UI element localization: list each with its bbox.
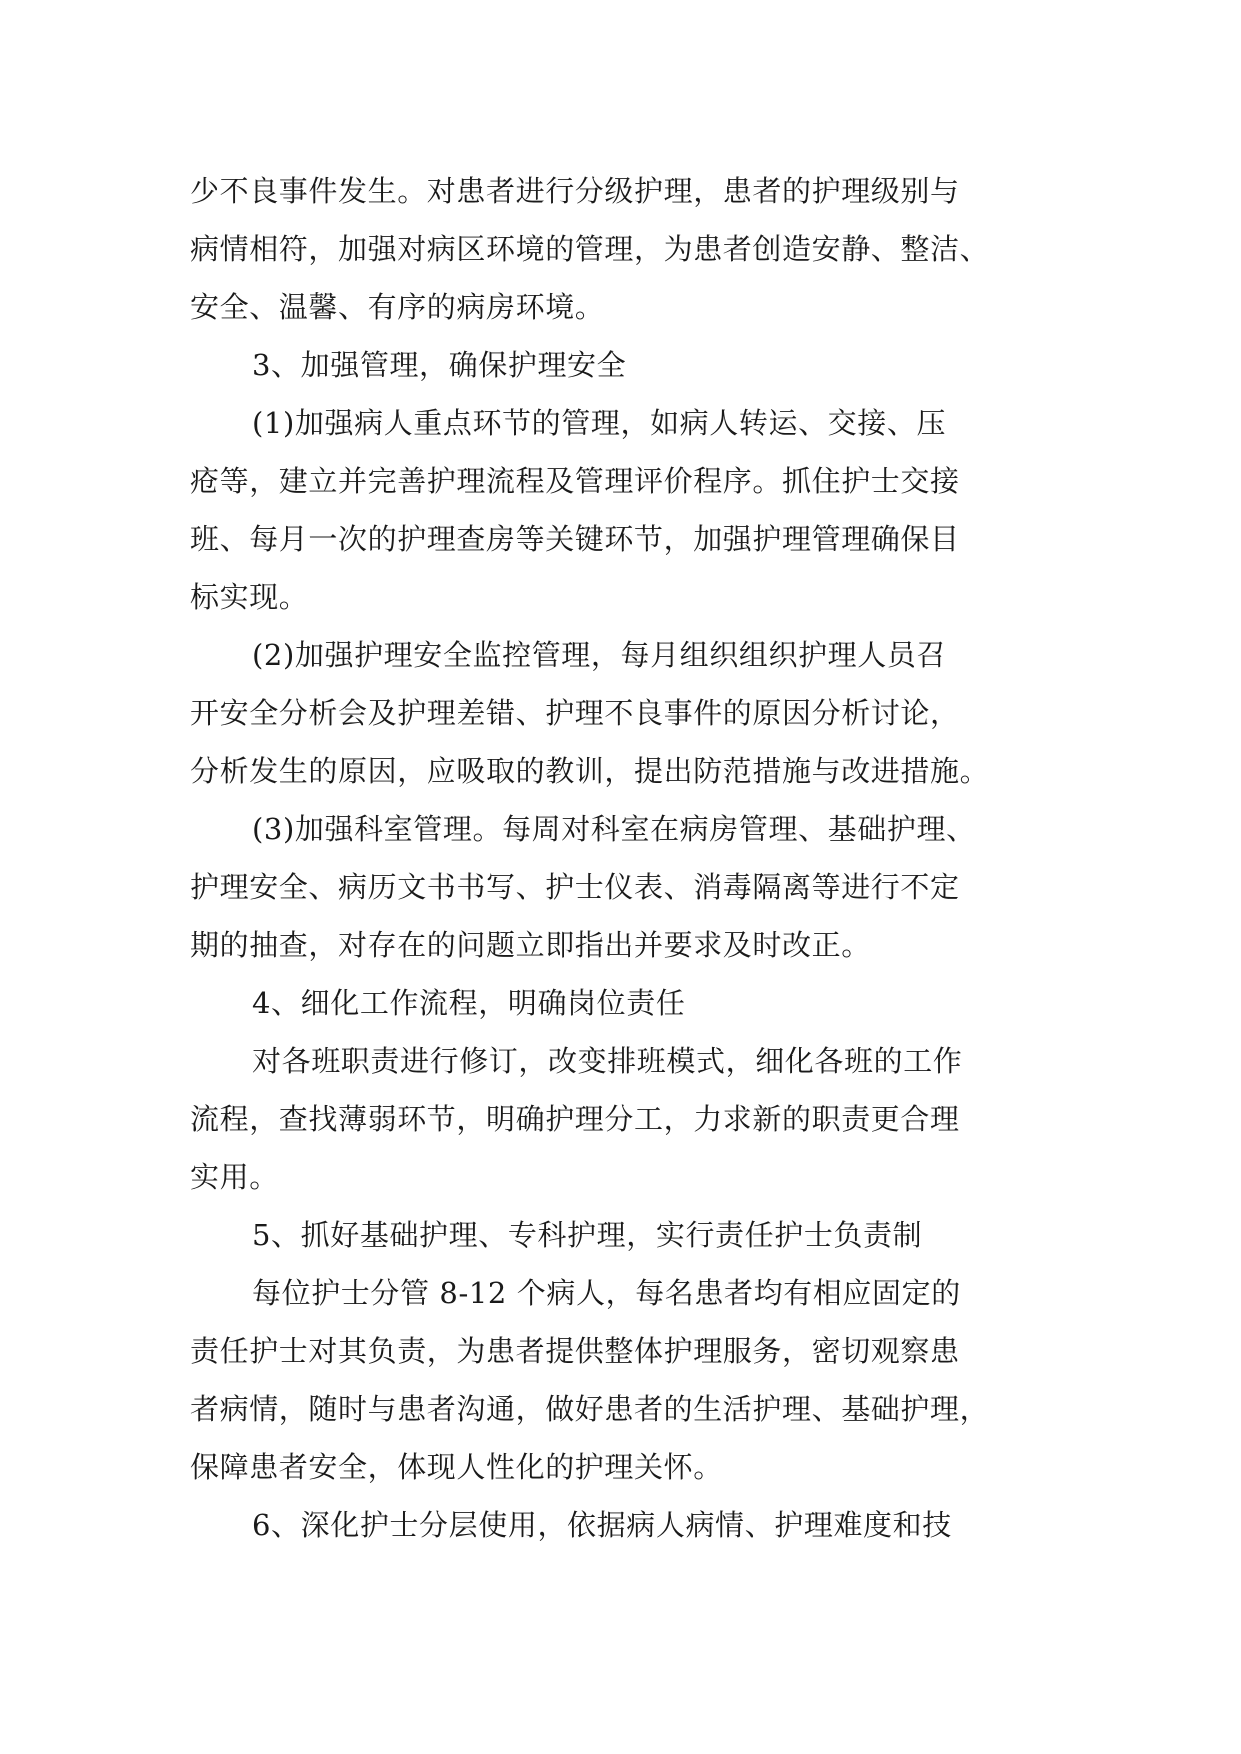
text-line: 期的抽查，对存在的问题立即指出并要求及时改正。 [190,928,871,962]
text-line: 病情相符，加强对病区环境的管理，为患者创造安静、整洁、 [190,232,990,266]
text-line: 每位护士分管 8-12 个病人，每名患者均有相应固定的 [252,1276,961,1310]
text-line: 者病情，随时与患者沟通，做好患者的生活护理、基础护理， [190,1392,990,1426]
text-line: 开安全分析会及护理差错、护理不良事件的原因分析讨论， [190,696,960,730]
text-line: (3)加强科室管理。每周对科室在病房管理、基础护理、 [252,812,976,846]
section-heading-5: 5、抓好基础护理、专科护理，实行责任护士负责制 [252,1218,923,1252]
text-line: 流程，查找薄弱环节，明确护理分工，力求新的职责更合理 [190,1102,960,1136]
section-heading-3: 3、加强管理，确保护理安全 [252,348,627,382]
section-heading-4: 4、细化工作流程，明确岗位责任 [252,986,686,1020]
text-line: 对各班职责进行修订，改变排班模式，细化各班的工作 [252,1044,963,1078]
text-line: 保障患者安全，体现人性化的护理关怀。 [190,1450,723,1484]
text-line: 少不良事件发生。对患者进行分级护理，患者的护理级别与 [190,174,960,208]
text-line: 分析发生的原因，应吸取的教训，提出防范措施与改进措施。 [190,754,990,788]
text-line: 疮等，建立并完善护理流程及管理评价程序。抓住护士交接 [190,464,960,498]
text-line: (1)加强病人重点环节的管理，如病人转运、交接、压 [252,406,947,440]
text-line: 标实现。 [190,580,309,614]
text-line: 安全、温馨、有序的病房环境。 [190,290,605,324]
text-line: 护理安全、病历文书书写、护士仪表、消毒隔离等进行不定 [190,870,960,904]
text-line: 责任护士对其负责，为患者提供整体护理服务，密切观察患 [190,1334,960,1368]
text-line: 实用。 [190,1160,279,1194]
section-heading-6: 6、深化护士分层使用，依据病人病情、护理难度和技 [252,1508,952,1542]
document-body [190,162,1070,1554]
text-line: 班、每月一次的护理查房等关键环节，加强护理管理确保目 [190,522,960,556]
text-line: (2)加强护理安全监控管理，每月组织组织护理人员召 [252,638,947,672]
